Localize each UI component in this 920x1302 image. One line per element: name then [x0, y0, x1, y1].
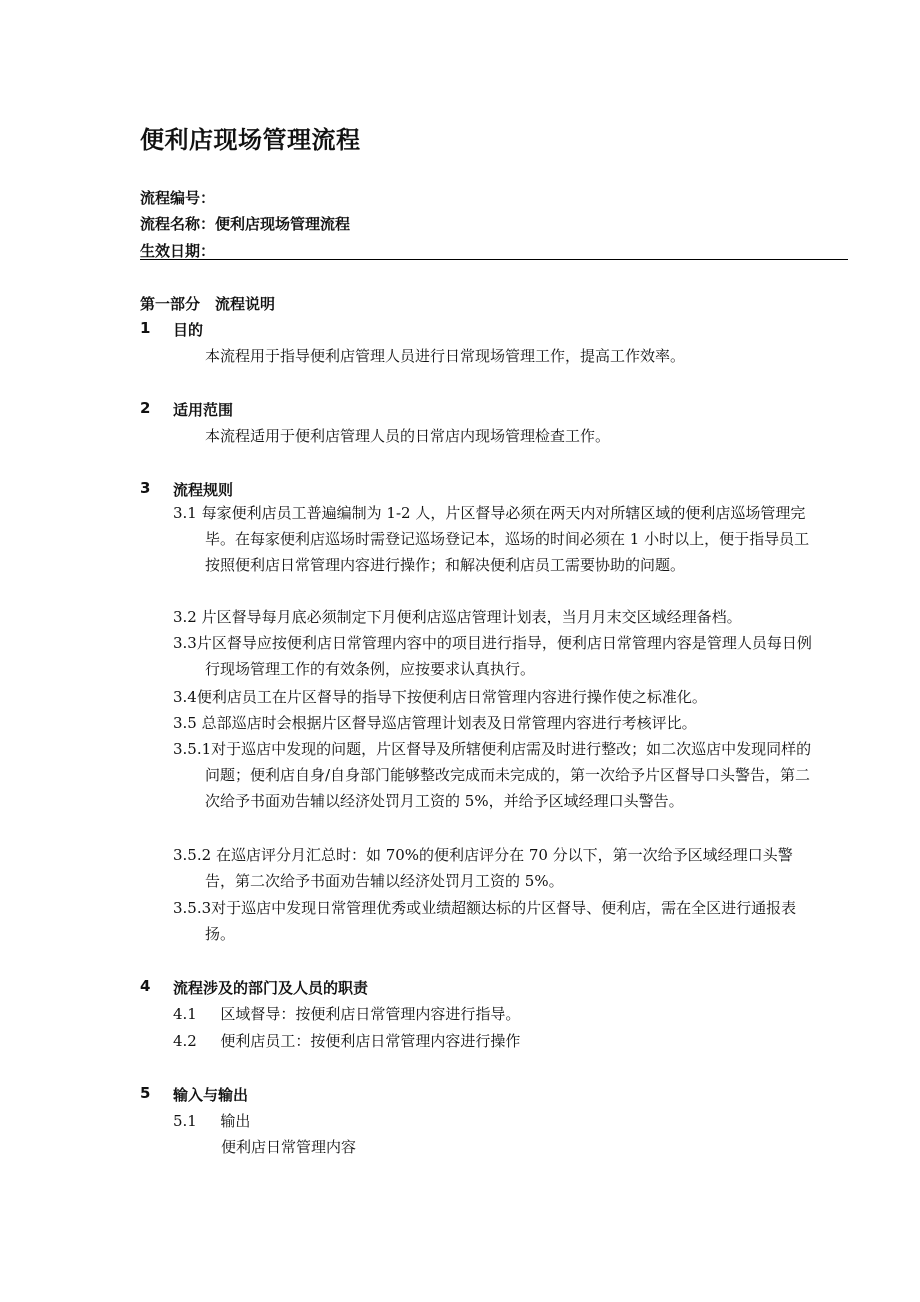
duty-item-number: 4.2	[173, 1032, 197, 1050]
rule-item-number: 3.5.3	[173, 899, 212, 917]
section-text: 本流程用于指导便利店管理人员进行日常现场管理工作，提高工作效率。	[205, 347, 686, 365]
section-title: 流程涉及的部门及人员的职责	[173, 979, 369, 997]
rule-item-text: 对于巡店中发现日常管理优秀或业绩超额达标的片区督导、便利店，需在全区进行通报表扬。	[205, 899, 797, 943]
rule-item-text: 每家便利店员工普遍编制为 1-2 人，片区督导必须在两天内对所辖区域的便利店巡场管理完毕。在每家便利店巡场时需登记巡场登记本，巡场的时间必须在 1 小时以上，便于指导员工按照便利店日常管理内容进行操作；和解决便利店员工需要协助的问题。	[201, 504, 810, 574]
section-number: 4	[140, 977, 151, 995]
process-name-label: 流程名称：便利店现场管理流程	[140, 215, 351, 233]
rule-item	[173, 736, 815, 814]
section-number: 3	[140, 479, 151, 497]
io-item	[173, 1110, 250, 1131]
section-text: 本流程适用于便利店管理人员的日常店内现场管理检查工作。	[205, 427, 611, 445]
rule-item-text: 片区督导每月底必须制定下月便利店巡店管理计划表，当月月末交区域经理备档。	[201, 608, 742, 626]
effective-date-label: 生效日期：	[140, 242, 216, 260]
rule-item	[173, 842, 815, 894]
duty-item-text: 便利店员工：按便利店日常管理内容进行操作	[220, 1032, 521, 1050]
section-number: 2	[140, 399, 151, 417]
section-title: 适用范围	[173, 401, 234, 419]
section-number: 5	[140, 1084, 151, 1102]
rule-item	[173, 630, 815, 682]
duty-item-text: 区域督导：按便利店日常管理内容进行指导。	[220, 1005, 521, 1023]
rule-item	[173, 710, 815, 736]
rule-item-number: 3.4	[173, 688, 197, 706]
rule-item-text: 总部巡店时会根据片区督导巡店管理计划表及日常管理内容进行考核评比。	[201, 714, 697, 732]
rule-item-number: 3.3	[173, 634, 197, 652]
rule-item-number: 3.5.1	[173, 740, 212, 758]
section-title: 目的	[173, 321, 204, 339]
duty-item	[173, 1003, 520, 1024]
rule-item-number: 3.1	[173, 504, 197, 522]
rule-item	[173, 684, 815, 710]
page-title: 便利店现场管理流程	[140, 126, 361, 154]
duty-item	[173, 1030, 520, 1051]
io-item-text: 输出	[220, 1112, 251, 1130]
part-heading: 第一部分 流程说明	[140, 295, 276, 313]
output-content: 便利店日常管理内容	[221, 1138, 357, 1156]
section-number: 1	[140, 319, 151, 337]
rule-item-number: 3.5	[173, 714, 197, 732]
rule-item-text: 在巡店评分月汇总时：如 70%的便利店评分在 70 分以下，第一次给予区域经理口头警告，第二次给予书面劝告辅以经济处罚月工资的 5%。	[205, 846, 793, 890]
rule-item-number: 3.2	[173, 608, 197, 626]
rule-item-text: 对于巡店中发现的问题，片区督导及所辖便利店需及时进行整改；如二次巡店中发现同样的问题；便利店自身/自身部门能够整改完成而未完成的，第一次给予片区督导口头警告，第二次给予书面劝告辅以经济处罚月工资的 5%，并给予区域经理口头警告。	[205, 740, 812, 810]
process-number-label: 流程编号：	[140, 189, 216, 207]
rule-item-text: 便利店员工在片区督导的指导下按便利店日常管理内容进行操作使之标准化。	[196, 688, 707, 706]
section-title: 输入与输出	[173, 1086, 249, 1104]
header-divider	[140, 259, 848, 260]
io-item-number: 5.1	[173, 1112, 197, 1130]
rule-item	[173, 895, 815, 947]
duty-item-number: 4.1	[173, 1005, 197, 1023]
rule-item-text: 片区督导应按便利店日常管理内容中的项目进行指导，便利店日常管理内容是管理人员每日例行现场管理工作的有效条例，应按要求认真执行。	[196, 634, 812, 678]
rule-item	[173, 500, 815, 578]
rule-item	[173, 604, 815, 630]
rule-item-number: 3.5.2	[173, 846, 212, 864]
section-title: 流程规则	[173, 481, 234, 499]
